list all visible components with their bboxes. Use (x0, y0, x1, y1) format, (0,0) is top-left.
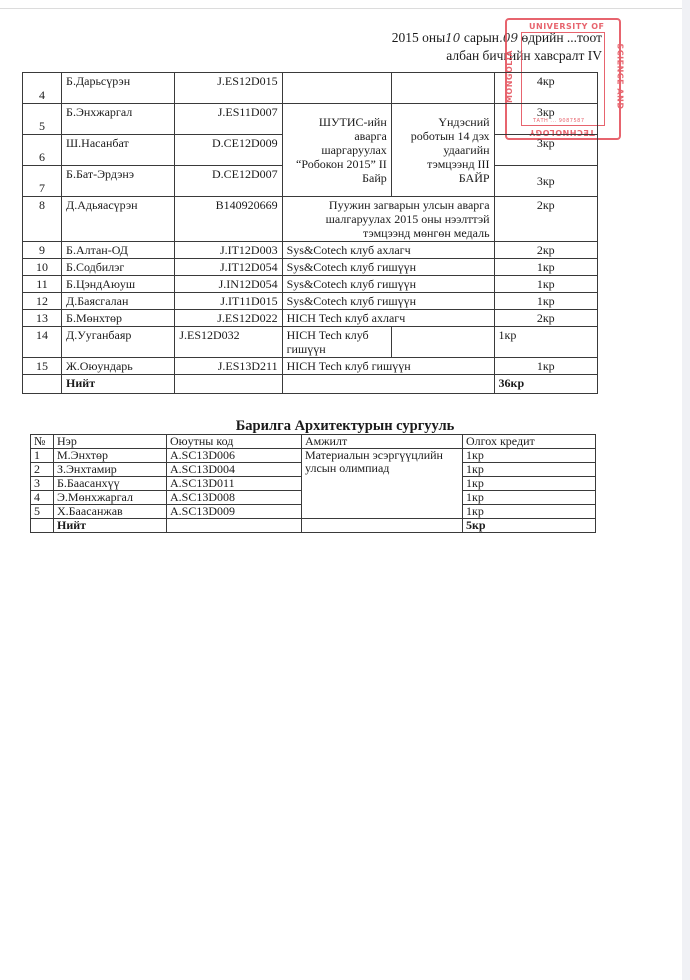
cell-credit: 1кр (494, 259, 597, 276)
cell-code: A.SC13D004 (167, 463, 302, 477)
cell-no: 3 (31, 477, 54, 491)
total-row (23, 375, 598, 394)
cell-credit: 1кр (463, 477, 596, 491)
cell-name: Б.Энхжаргал (62, 104, 175, 135)
cell-achievement: Пуужин загварын улсын аварга шалгаруулах 2015 оны нээлттэй тэмцээнд мөнгөн медаль (282, 197, 494, 242)
cell-code: J.ES12D022 (175, 310, 282, 327)
cell-empty (282, 375, 494, 394)
cell-no: 9 (23, 242, 62, 259)
cell-code: B140920669 (175, 197, 282, 242)
cell-no: 8 (23, 197, 62, 242)
section-title: Барилга Архитектурын сургууль (235, 418, 455, 434)
cell-code: J.ES12D015 (175, 73, 282, 104)
cell-achievement: Sys&Cotech клуб гишүүн (282, 276, 494, 293)
cell-name: Б.Баасанхүү (54, 477, 167, 491)
cell-no: 2 (31, 463, 54, 477)
handwritten-month: 10 (445, 31, 461, 45)
cell-code: D.CE12D009 (175, 135, 282, 166)
cell-no: 4 (31, 491, 54, 505)
cell-empty (23, 375, 62, 394)
table-row (23, 259, 598, 276)
cell-no: 5 (31, 505, 54, 519)
table-row (23, 197, 598, 242)
stamp-serial: ТАТН ... 9087587 (533, 118, 585, 124)
cell-credit: 1кр (494, 358, 597, 375)
cell-no: 14 (23, 327, 62, 358)
cell-credit: 1кр (494, 327, 597, 358)
cell-code: A.SC13D011 (167, 477, 302, 491)
total-label: Нийт (54, 519, 167, 533)
table-row (23, 276, 598, 293)
header-number-text: ...тоот (566, 30, 602, 45)
cell-no: 13 (23, 310, 62, 327)
cell-credit: 2кр (494, 310, 597, 327)
header-no: № (31, 435, 54, 449)
cell-empty (391, 327, 494, 358)
cell-no: 10 (23, 259, 62, 276)
header-year-text: 2015 оны (391, 30, 446, 45)
cell-name: З.Энхтамир (54, 463, 167, 477)
cell-achievement-olympiad: Материалын эсэргүүцлийн улсын олимпиад (302, 449, 463, 519)
table-row (23, 293, 598, 310)
cell-achievement-empty (391, 73, 494, 104)
table-header-row (31, 435, 596, 449)
stamp-text-top: UNIVERSITY OF (529, 22, 605, 31)
cell-name: Э.Мөнхжаргал (54, 491, 167, 505)
cell-code: D.CE12D007 (175, 166, 282, 197)
header-day-text: өдрийн (518, 30, 567, 45)
cell-name: Б.Содбилэг (62, 259, 175, 276)
cell-no: 5 (23, 104, 62, 135)
cell-achievement: Sys&Cotech клуб гишүүн (282, 259, 494, 276)
total-credit: 5кр (463, 519, 596, 533)
cell-achievement: Sys&Cotech клуб ахлагч (282, 242, 494, 259)
cell-code: J.ES12D032 (175, 327, 282, 358)
table-row (31, 449, 596, 463)
cell-credit: 1кр (494, 276, 597, 293)
cell-achievement: HICH Tech клуб гишүүн (282, 327, 391, 358)
cell-credit: 1кр (463, 491, 596, 505)
credits-table-2 (30, 434, 596, 533)
cell-code: A.SC13D008 (167, 491, 302, 505)
cell-credit: 1кр (463, 463, 596, 477)
cell-name: Д.Адьяасүрэн (62, 197, 175, 242)
cell-name: Ж.Оюундарь (62, 358, 175, 375)
cell-no: 15 (23, 358, 62, 375)
cell-name: Б.Мөнхтөр (62, 310, 175, 327)
cell-code: J.ES13D211 (175, 358, 282, 375)
header-achievement: Амжилт (302, 435, 463, 449)
page-top-border (0, 8, 682, 9)
cell-credit: 1кр (463, 449, 596, 463)
stamp-text-left: MONGOLIA (505, 49, 515, 104)
cell-credit: 3кр (494, 135, 597, 166)
cell-no: 6 (23, 135, 62, 166)
cell-no: 1 (31, 449, 54, 463)
header-line-2: албан бичгийн хавсралт IV (446, 48, 602, 63)
stamp-text-bottom: TECHNOLOGY (529, 128, 595, 137)
cell-no: 12 (23, 293, 62, 310)
cell-name: Б.ЦэндАюуш (62, 276, 175, 293)
page-edge (682, 0, 690, 980)
cell-name: Б.Дарьсүрэн (62, 73, 175, 104)
header-month-text: сарын (460, 30, 500, 45)
cell-code: J.IT12D054 (175, 259, 282, 276)
cell-achievement-robocon: ШУТИС-ийн аварга шаргаруулах “Робокон 2015” II Байр (282, 104, 391, 197)
cell-credit: 1кр (463, 505, 596, 519)
cell-empty (167, 519, 302, 533)
cell-achievement: HICH Tech клуб гишүүн (282, 358, 494, 375)
table-row (23, 310, 598, 327)
cell-name: Д.Ууганбаяр (62, 327, 175, 358)
total-label: Нийт (62, 375, 175, 394)
table-row (23, 358, 598, 375)
table-row (23, 327, 598, 358)
cell-achievement: Sys&Cotech клуб гишүүн (282, 293, 494, 310)
cell-code: J.IT11D015 (175, 293, 282, 310)
handwritten-day: .09 (499, 31, 519, 45)
cell-name: Ш.Насанбат (62, 135, 175, 166)
cell-name: Д.Баясгалан (62, 293, 175, 310)
cell-credit: 3кр (494, 104, 597, 135)
cell-code: A.SC13D006 (167, 449, 302, 463)
cell-achievement: HICH Tech клуб ахлагч (282, 310, 494, 327)
header-credit: Олгох кредит (463, 435, 596, 449)
cell-code: A.SC13D009 (167, 505, 302, 519)
cell-credit: 1кр (494, 293, 597, 310)
cell-no: 7 (23, 166, 62, 197)
cell-name: Б.Бат-Эрдэнэ (62, 166, 175, 197)
cell-credit: 2кр (494, 242, 597, 259)
cell-achievement-national-robot: Үндэсний роботын 14 дэх удаагийн тэмцээнд III БАЙР (391, 104, 494, 197)
header-code: Оюутны код (167, 435, 302, 449)
cell-code: J.ES11D007 (175, 104, 282, 135)
credits-table-1 (22, 72, 598, 394)
cell-empty (302, 519, 463, 533)
cell-credit: 2кр (494, 197, 597, 242)
table-row (23, 104, 598, 135)
cell-credit: 4кр (494, 73, 597, 104)
cell-code: J.IN12D054 (175, 276, 282, 293)
cell-code: J.IT12D003 (175, 242, 282, 259)
cell-no: 4 (23, 73, 62, 104)
cell-credit: 3кр (494, 166, 597, 197)
table-row (23, 73, 598, 104)
cell-achievement-empty (282, 73, 391, 104)
total-row (31, 519, 596, 533)
cell-no: 11 (23, 276, 62, 293)
cell-name: Б.Алтан-ОД (62, 242, 175, 259)
header-name: Нэр (54, 435, 167, 449)
cell-name: Х.Баасанжав (54, 505, 167, 519)
stamp-text-right: SCIENCE AND (615, 43, 625, 110)
total-credit: 36кр (494, 375, 597, 394)
cell-empty (31, 519, 54, 533)
cell-empty (175, 375, 282, 394)
table-row (23, 242, 598, 259)
cell-name: М.Энхтөр (54, 449, 167, 463)
